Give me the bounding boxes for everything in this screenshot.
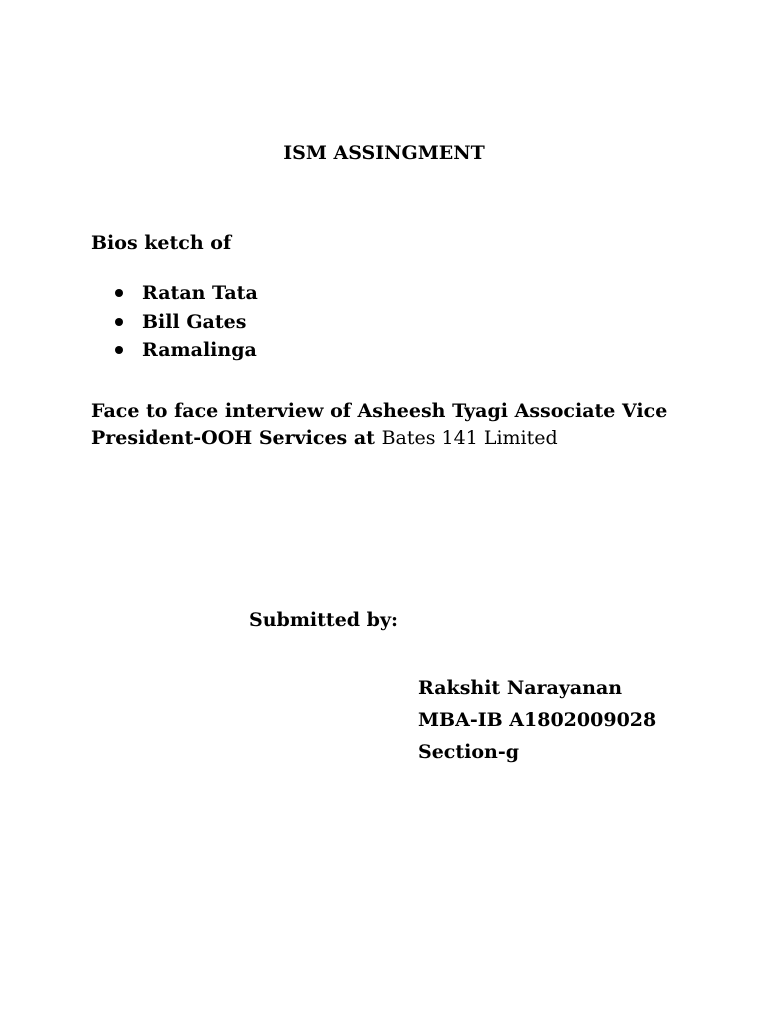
bullet-icon <box>115 318 123 326</box>
company-name: Bates 141 Limited <box>381 427 558 449</box>
submitted-label: Submitted by: <box>249 609 399 631</box>
bullet-icon <box>115 346 123 354</box>
list-item-label: Bill Gates <box>142 310 247 333</box>
submitter-section: Section-g <box>418 741 520 763</box>
interview-paragraph <box>91 398 691 452</box>
list-item <box>112 308 258 337</box>
interview-line-1: Face to face interview of Asheesh Tyagi Associate Vice <box>91 400 668 422</box>
document-title: ISM ASSINGMENT <box>283 142 485 164</box>
submitter-details <box>418 672 656 768</box>
list-item-label: Ramalinga <box>142 339 257 361</box>
submitter-name: Rakshit Narayanan <box>418 677 623 699</box>
bullet-list <box>112 279 258 365</box>
list-item <box>112 279 258 308</box>
bullet-icon <box>115 289 123 297</box>
interview-line-2-bold: President-OOH Services at <box>91 427 382 449</box>
list-item-label: Ratan Tata <box>142 282 258 304</box>
intro-heading: Bios ketch of <box>91 232 232 254</box>
list-item <box>112 336 258 365</box>
submitter-program: MBA-IB A1802009028 <box>418 709 657 731</box>
